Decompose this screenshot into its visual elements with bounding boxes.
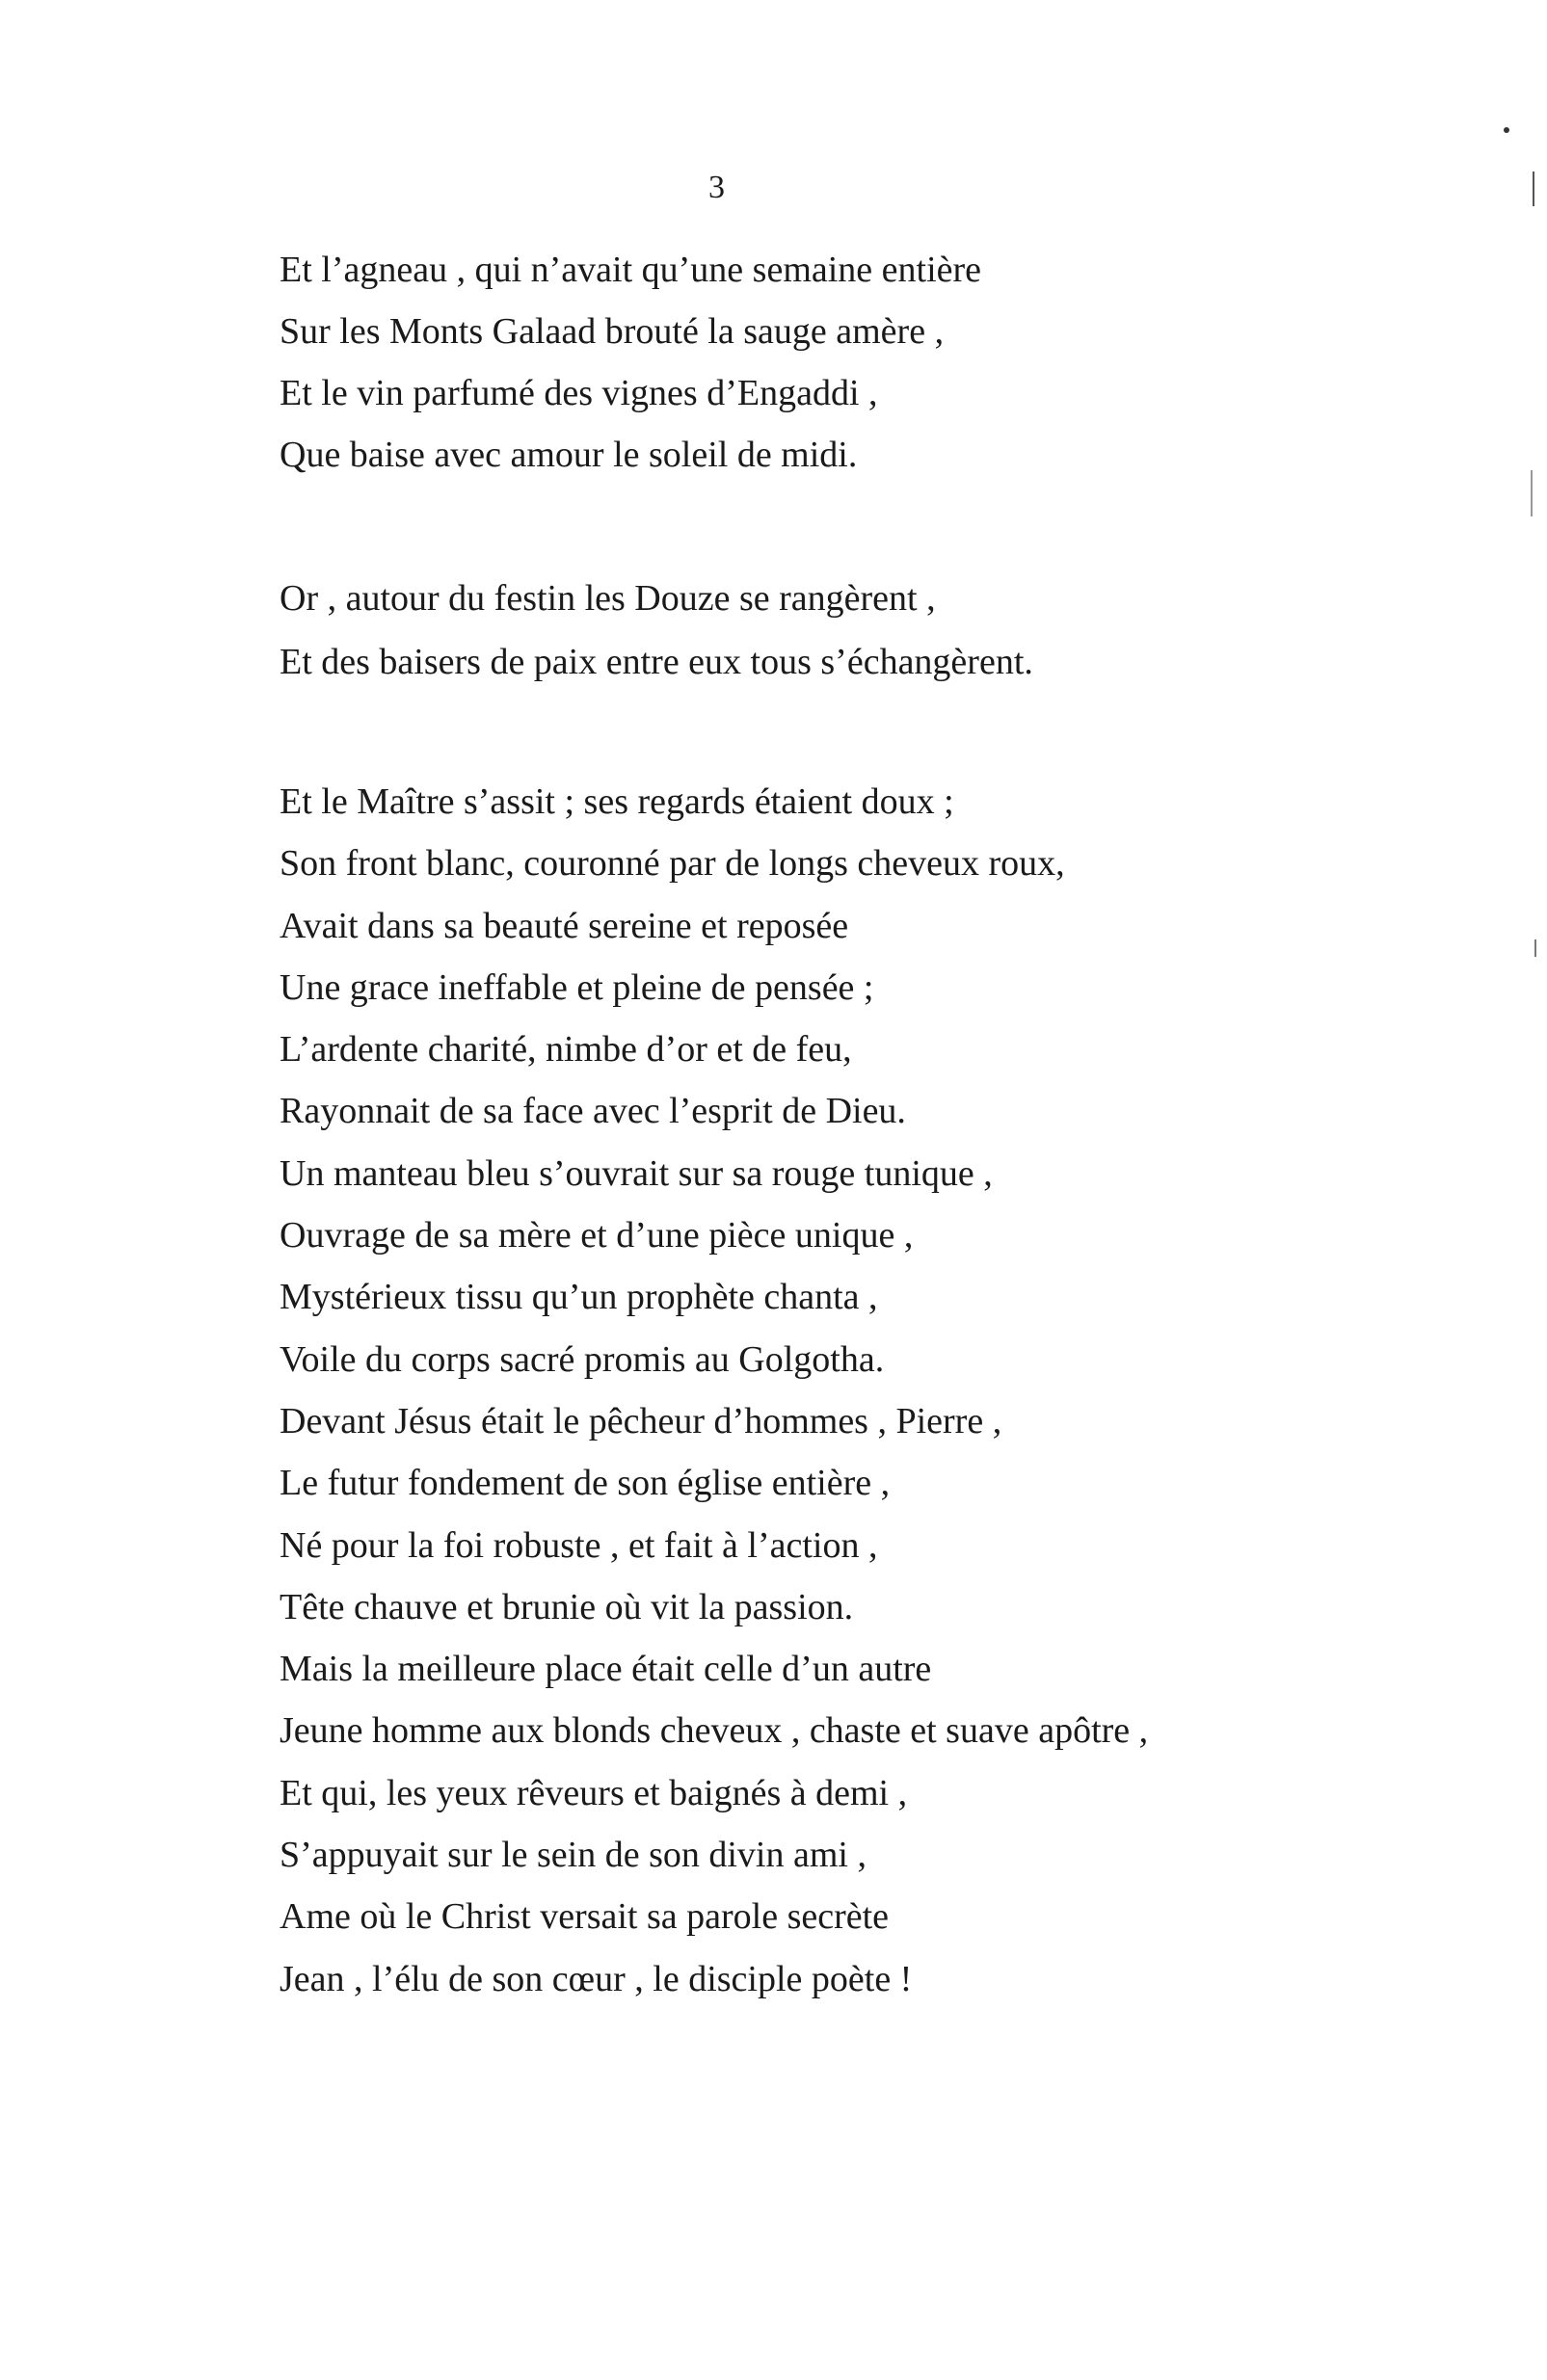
verse-line: Tête chauve et brunie où vit la passion. (280, 1586, 854, 1627)
verse-line: Rayonnait de sa face avec l’esprit de Dieu. (280, 1091, 906, 1132)
verse-line: Une grace ineffable et pleine de pensée ; (280, 966, 874, 1008)
scan-edge-mark (1531, 470, 1533, 516)
stanza-1 (280, 239, 981, 486)
scan-edge-mark (1534, 939, 1536, 957)
verse-line: Un manteau bleu s’ouvrait sur sa rouge tunique , (280, 1152, 993, 1194)
verse-line: Son front blanc, couronné par de longs cheveux roux, (280, 843, 1065, 885)
verse-line: Devant Jésus était le pêcheur d’hommes , Pierre , (280, 1400, 1002, 1441)
verse-line: Ame où le Christ versait sa parole secrète (280, 1896, 890, 1938)
verse-line: Et l’agneau , qui n’avait qu’une semaine entière (280, 250, 982, 290)
verse-line: Le futur fondement de son église entière , (280, 1463, 891, 1504)
verse-line: Et le Maître s’assit ; ses regards étaient doux ; (280, 781, 954, 822)
verse-line: Et le vin parfumé des vignes d’Engaddi , (280, 373, 878, 413)
verse-line: Mais la meilleure place était celle d’un autre (280, 1649, 932, 1690)
verse-line: Né pour la foi robuste , et fait à l’action , (280, 1524, 878, 1566)
verse-line: Ouvrage de sa mère et d’une pièce unique , (280, 1215, 914, 1256)
verse-line: Mystérieux tissu qu’un prophète chanta , (280, 1277, 878, 1318)
verse-line: L’ardente charité, nimbe d’or et de feu, (280, 1029, 852, 1071)
verse-line: S’appuyait sur le sein de son divin ami , (280, 1835, 867, 1876)
scan-speck (1504, 127, 1509, 133)
page-number: 3 (708, 170, 725, 205)
verse-line: Jean , l’élu de son cœur , le disciple poète ! (280, 1958, 913, 1999)
verse-line: Et des baisers de paix entre eux tous s’échangèrent. (280, 642, 1033, 682)
verse-line: Sur les Monts Galaad brouté la sauge amère , (280, 311, 945, 352)
scan-edge-mark (1533, 172, 1534, 206)
verse-line: Que baise avec amour le soleil de midi. (280, 435, 858, 475)
verse-line: Jeune homme aux blonds cheveux , chaste et suave apôtre , (280, 1710, 1149, 1752)
verse-line: Et qui, les yeux rêveurs et baignés à demi , (280, 1772, 908, 1813)
stanza-3 (280, 771, 1148, 2010)
verse-line: Avait dans sa beauté sereine et reposée (280, 905, 849, 946)
verse-line: Or , autour du festin les Douze se rangèrent , (280, 578, 936, 619)
verse-line: Voile du corps sacré promis au Golgotha. (280, 1338, 885, 1380)
stanza-2 (280, 567, 1033, 694)
